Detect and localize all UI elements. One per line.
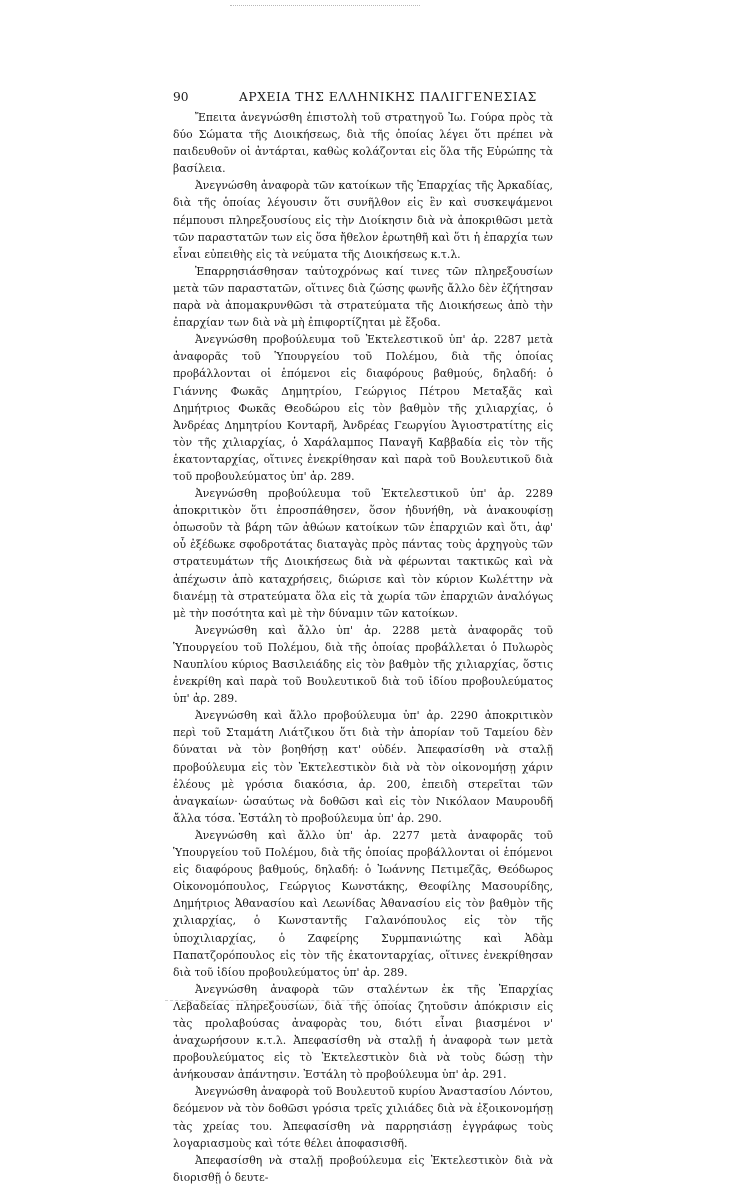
paragraph: Ἐπαρρησιάσθησαν ταὐτοχρόνως καί τινες τῶν πληρεξουσίων μετὰ τῶν παραστατῶν, οἵτινες διὰ ζώσης φωνῆς ἄλλο δὲν ἐζήτησαν παρὰ νὰ ἀπομακρυνθῶσι τὰ στρατεύματα τῆς Διοικήσεως ἀπὸ τὴν ἐπαρχίαν των διὰ νὰ μὴ ἐπιφορτίζηται μὲ ἔξοδα.	[173, 264, 553, 330]
paragraph: Ἀνεγνώσθη προβούλευμα τοῦ Ἐκτελεστικοῦ ὑπ' ἀρ. 2287 μετὰ ἀναφορᾶς τοῦ Ὑπουργείου τοῦ Πολέμου, διὰ τῆς ὁποίας προβάλλονται οἱ ἑπόμενοι εἰς διαφόρους βαθμούς, δηλαδή: ὁ Γιάννης Φωκᾶς Δημητρίου, Γεώργιος Πέτρου Μεταξᾶς καὶ Δημήτριος Φωκᾶς Θεοδώρου εἰς τὸν βαθμὸν τῆς χιλιαρχίας, ὁ Ἀνδρέας Δημητρίου Κονταρῆ, Ἀνδρέας Γεωργίου Ἁγιοστρατίτης εἰς τὸν τῆς χιλιαρχίας, ὁ Χαράλαμπος Παναγῆ Καββαδία εἰς τὸν τῆς ἑκατονταρχίας, οἵτινες ἐνεκρίθησαν καὶ παρὰ τοῦ Βουλευτικοῦ διὰ τοῦ προβουλεύματος ὑπ' ἀρ. 289.	[173, 333, 553, 483]
paragraph: Ἔπειτα ἀνεγνώσθη ἐπιστολὴ τοῦ στρατηγοῦ Ἰω. Γούρα πρὸς τὰ δύο Σώματα τῆς Διοικήσεως, διὰ τῆς ὁποίας λέγει ὅτι πρέπει νὰ παιδευθοῦν οἱ ἀντάρται, καθὼς κολάζονται εἰς ὅλα τῆς Εὐρώπης τὰ βασίλεια.	[173, 111, 553, 176]
page-header	[173, 90, 553, 108]
paragraph: Ἀνεγνώσθη ἀναφορὰ τοῦ Βουλευτοῦ κυρίου Ἀναστασίου Λόντου, δεόμενον νὰ τὸν δοθῶσι γρόσια τρεῖς χιλιάδες διὰ νὰ ἐξοικονομήσῃ τὰς χρείας του. Ἀπεφασίσθη νὰ παρρησιάσῃ ἐγγράφως τοὺς λογαριασμοὺς καὶ τότε θέλει ἀποφασισθῆ.	[173, 1085, 553, 1150]
paragraph: Ἀνεγνώσθη ἀναφορὰ τῶν κατοίκων τῆς Ἐπαρχίας τῆς Ἀρκαδίας, διὰ τῆς ὁποίας λέγουσιν ὅτι συνῆλθον εἰς ἓν καὶ συσκεψάμενοι πέμπουσι πληρεξουσίους εἰς τὴν Διοίκησιν διὰ νὰ ἀποκριθῶσι μετὰ τῶν παραστατῶν των εἰς ὅσα ἤθελον ἐρωτηθῆ καὶ ὅτι ἡ ἐπαρχία των εἶναι εὐπειθὴς εἰς τὰ νεύματα τῆς Διοικήσεως κ.τ.λ.	[173, 179, 553, 261]
scan-artifact-top	[230, 0, 420, 6]
page-number: 90	[173, 90, 189, 104]
paragraph: Ἀνεγνώσθη προβούλευμα τοῦ Ἐκτελεστικοῦ ὑπ' ἀρ. 2289 ἀποκριτικὸν ὅτι ἐπροσπάθησεν, ὅσον ἠδυνήθη, νὰ ἀνακουφίσῃ ὁπωσοῦν τὰ βάρη τῶν ἀθώων κατοίκων τῶν ἐπαρχιῶν καὶ ὅτι, ἀφ' οὗ ἐξέδωκε σφοδροτάτας διαταγὰς πρὸς πάντας τοὺς ἀρχηγοὺς τῶν στρατευμάτων τῆς Διοικήσεως διὰ νὰ φέρωνται τακτικῶς καὶ νὰ ἀπέχωσιν ἀπὸ καταχρήσεις, διώρισε καὶ τὸν κύριον Κωλέττην νὰ διανέμῃ τὰ στρατεύματα ὅλα εἰς τὰ χωρία τῶν ἐπαρχιῶν ἀναλόγως μὲ τὴν ποσότητα καὶ μὲ τὴν δύναμιν τῶν κατοίκων.	[173, 487, 553, 620]
paragraph: Ἀνεγνώσθη καὶ ἄλλο ὑπ' ἀρ. 2277 μετὰ ἀναφορᾶς τοῦ Ὑπουργείου τοῦ Πολέμου, διὰ τῆς ὁποίας προβάλλονται οἱ ἑπόμενοι εἰς διαφόρους βαθμούς, δηλαδή: ὁ Ἰωάννης Πετιμεζᾶς, Θεόδωρος Οἰκονομόπουλος, Γεώργιος Κωνστάκης, Θεοφίλης Μασουρίδης, Δημήτριος Ἀθανασίου καὶ Λεωνίδας Ἀθανασίου εἰς τὸν βαθμὸν τῆς χιλιαρχίας, ὁ Κωνσταντῆς Γαλανόπουλος εἰς τὸν τῆς ὑποχιλιαρχίας, ὁ Ζαφείρης Συρμπανιώτης καὶ Ἀδὰμ Παπατζορόπουλος εἰς τὸν τῆς ἑκατονταρχίας, οἵτινες ἐνεκρίθησαν διὰ τοῦ ἰδίου προβουλεύματος ὑπ' ἀρ. 289.	[173, 828, 553, 979]
paragraph: Ἀνεγνώσθη ἀναφορὰ τῶν σταλέντων ἐκ τῆς Ἐπαρχίας Λεβαδείας πληρεξουσίων, διὰ τῆς ὁποίας ζητοῦσιν ἀπόκρισιν εἰς τὰς προλαβούσας ἀναφορὰς του, διότι εἶναι βιασμένοι ν' ἀναχωρήσουν κ.τ.λ. Ἀπεφασίσθη νὰ σταλῇ ἡ ἀναφορὰ των μετὰ προβουλεύματος εἰς τὸ Ἐκτελεστικὸν διὰ νὰ τοὺς δώσῃ τὴν ἀνήκουσαν ἀπάντησιν. Ἐστάλη τὸ προβούλευμα ὑπ' ἀρ. 291.	[173, 982, 553, 1082]
paragraph: Ἀνεγνώσθη καὶ ἄλλο προβούλευμα ὑπ' ἀρ. 2290 ἀποκριτικὸν περὶ τοῦ Σταμάτη Λιάτζικου ὅτι διὰ τὴν ἀπορίαν τοῦ Ταμείου δὲν δύναται νὰ τὸν βοηθήσῃ κατ' οὐδέν. Ἀπεφασίσθη νὰ σταλῇ προβούλευμα εἰς τὸν Ἐκτελεστικὸν διὰ νὰ τὸν οἰκονομήσῃ χάριν ἐλέους μὲ γρόσια διακόσια, ἀρ. 200, ἐπειδὴ στερεῖται τῶν ἀναγκαίων· ὡσαύτως νὰ δοθῶσι καὶ εἰς τὸν Νικόλαον Μαυρουδῆ ἄλλα τόσα. Ἐστάλη τὸ προβούλευμα ὑπ' ἀρ. 290.	[173, 709, 553, 825]
body-text	[173, 109, 553, 1186]
running-title: ΑΡΧΕΙΑ ΤΗΣ ΕΛΛΗΝΙΚΗΣ ΠΑΛΙΓΓΕΝΕΣΙΑΣ	[239, 90, 537, 104]
scan-artifact-bottom	[165, 1000, 395, 1003]
paragraph: Ἀνεγνώσθη καὶ ἄλλο ὑπ' ἀρ. 2288 μετὰ ἀναφορᾶς τοῦ Ὑπουργείου τοῦ Πολέμου, διὰ τῆς ὁποίας προβάλλεται ὁ Πυλωρὸς Ναυπλίου κύριος Βασιλειάδης εἰς τὸν βαθμὸν τῆς χιλιαρχίας, ὅστις ἐνεκρίθη καὶ παρὰ τοῦ Βουλευτικοῦ διὰ τοῦ ἰδίου προβουλεύματος ὑπ' ἀρ. 289.	[173, 623, 553, 706]
paragraph: Ἀπεφασίσθη νὰ σταλῇ προβούλευμα εἰς Ἐκτελεστικὸν διὰ νὰ διορισθῇ ὁ δευτε-	[173, 1153, 553, 1184]
